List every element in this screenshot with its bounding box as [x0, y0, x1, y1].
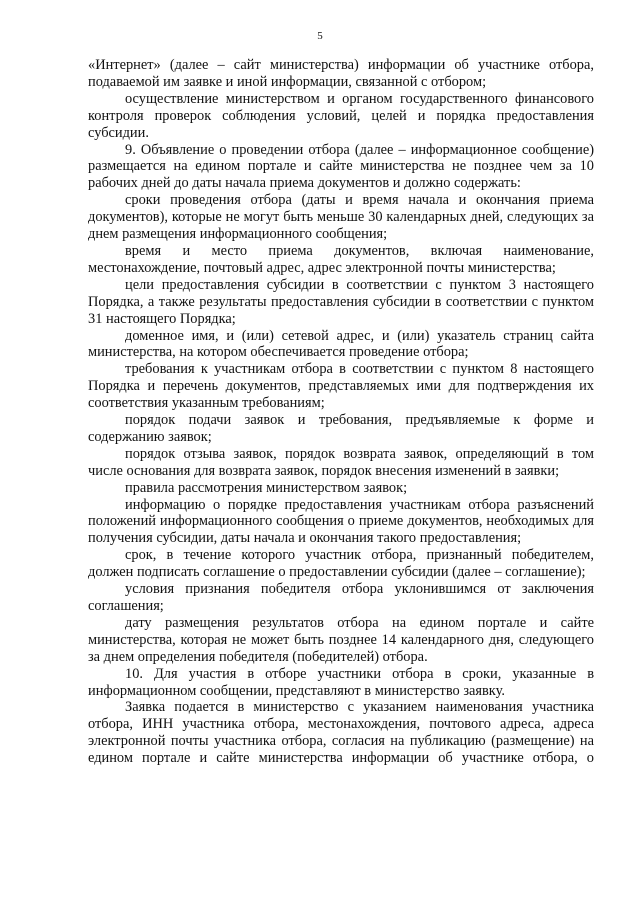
paragraph: правила рассмотрения министерством заявок;	[125, 479, 408, 496]
paragraph: сроки проведения отбора (даты и время начала и окончания приема документов), которые не могут быть меньше 30 календарных дней, следующих за днем размещения информационного сообщения;	[88, 192, 594, 243]
document-body	[88, 57, 594, 767]
paragraph-item-10: 10. Для участия в отборе участники отбора в сроки, указанные в информационном сообщении, представляют в министерство заявку.	[88, 665, 594, 699]
page-number: 5	[317, 30, 323, 42]
paragraph: порядок подачи заявок и требования, предъявляемые к форме и содержанию заявок;	[88, 412, 594, 445]
paragraph: «Интернет» (далее – сайт министерства) информации об участнике отбора, подаваемой им заявке и иной информации, связанной с отбором;	[88, 57, 594, 90]
paragraph: Заявка подается в министерство с указанием наименования участника отбора, ИНН участника отбора, местонахождения, почтового адреса, адреса электронной почты участника отбора, согласия на публикацию (размещение) на едином портале и сайте министерства информации об участнике отбора, о	[88, 699, 594, 767]
paragraph: информацию о порядке предоставления участникам отбора разъяснений положений информационного сообщения о приеме документов, необходимых для получения субсидии, даты начала и окончания такого предоставления;	[88, 496, 594, 547]
paragraph: условия признания победителя отбора уклонившимся от заключения соглашения;	[88, 581, 594, 614]
paragraph: цели предоставления субсидии в соответствии с пунктом 3 настоящего Порядка, а также результаты предоставления субсидии в соответствии с пунктом 31 настоящего Порядка;	[88, 276, 594, 327]
paragraph: требования к участникам отбора в соответствии с пунктом 8 настоящего Порядка и перечень документов, представляемых ими для подтверждения их соответствия указанным требованиям;	[88, 361, 594, 412]
paragraph: срок, в течение которого участник отбора, признанный победителем, должен подписать соглашение о предоставлении субсидии (далее – соглашение);	[88, 547, 594, 581]
paragraph: порядок отзыва заявок, порядок возврата заявок, определяющий в том числе основания для возврата заявок, порядок внесения изменений в заявки;	[88, 445, 594, 479]
paragraph: доменное имя, и (или) сетевой адрес, и (или) указатель страниц сайта министерства, на котором обеспечивается проведение отбора;	[88, 327, 594, 361]
paragraph: дату размещения результатов отбора на едином портале и сайте министерства, которая не может быть позднее 14 календарного дня, следующего за днем определения победителя (победителей) отбора.	[88, 614, 594, 665]
paragraph: осуществление министерством и органом государственного финансового контроля проверок соблюдения условий, целей и порядка предоставления субсидии.	[88, 90, 594, 141]
paragraph-item-9: 9. Объявление о проведении отбора (далее – информационное сообщение) размещается на едином портале и сайте министерства не позднее чем за 10 рабочих дней до даты начала приема документов и должно содержать:	[88, 141, 594, 192]
paragraph: время и место приема документов, включая наименование, местонахождение, почтовый адрес, адрес электронной почты министерства;	[88, 242, 594, 276]
